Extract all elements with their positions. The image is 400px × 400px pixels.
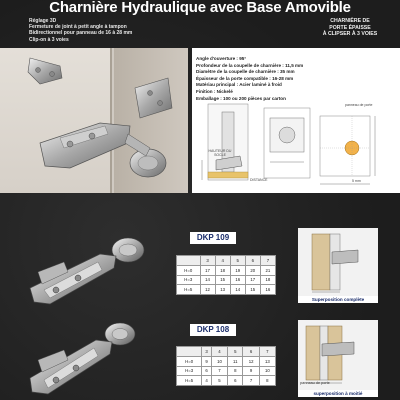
full-overlay-diagram: [298, 228, 378, 296]
table-cell: H=0: [177, 356, 202, 366]
table-cell: 4: [211, 347, 227, 357]
spec-item: Diamètre de la coupelle de charnière : 35 mm: [196, 69, 295, 75]
table-cell: 4: [215, 256, 230, 266]
table-cell: 7: [259, 347, 275, 357]
table-cell: 3: [200, 256, 215, 266]
table-cell: H=0: [177, 265, 201, 275]
product-type-line: À CLIPSER À 3 VOIES: [322, 31, 378, 37]
table-cell: H=3: [177, 275, 201, 285]
table-cell: 7: [260, 256, 275, 266]
spec-item: Profondeur de la coupelle de charnière : 11,5 mm: [196, 62, 304, 68]
table-row: [177, 275, 276, 285]
table-cell: H=5: [177, 376, 202, 386]
table-cell: 9: [243, 366, 259, 376]
table-cell: 8: [228, 366, 243, 376]
hinge-installed-photo: [0, 48, 188, 193]
table-row: [177, 376, 276, 386]
table-cell: 17: [200, 265, 215, 275]
table-cell: [177, 256, 201, 266]
spec-item: Matériau principal : Acier laminé à froid: [196, 82, 282, 88]
table-cell: 18: [215, 265, 230, 275]
spec-item: Finition : Nickelé: [196, 88, 233, 94]
model-title-dkp109: DKP 109: [190, 232, 236, 244]
table-row: [177, 265, 276, 275]
table-cell: 16: [260, 285, 275, 295]
overlay-table: [176, 346, 276, 386]
table-cell: 10: [211, 356, 227, 366]
table-cell: 18: [260, 275, 275, 285]
table-cell: 6: [202, 366, 212, 376]
table-cell: 4: [202, 376, 212, 386]
table-cell: 7: [243, 376, 259, 386]
product-type-line: CHARNIÈRE DE: [330, 18, 370, 24]
table-cell: 14: [200, 275, 215, 285]
overlay-small-caption: panneau de porte: [300, 381, 330, 385]
feature-item: Bidirectionnel pour panneau de 16 à 28 mm: [29, 30, 133, 37]
table-cell: 15: [245, 285, 260, 295]
overlay-caption: superposition à moitié: [298, 390, 378, 397]
table-cell: 5: [211, 376, 227, 386]
table-cell: 5: [230, 256, 245, 266]
table-cell: 21: [260, 265, 275, 275]
overlay-caption: Superposition complète: [298, 296, 378, 303]
product-type-label: [300, 18, 400, 38]
table-cell: 5: [228, 347, 243, 357]
feature-item: Réglage 3D: [29, 18, 57, 24]
feature-item: Clip-on à 3 voies: [29, 36, 69, 43]
product-type-line: PORTE ÉPAISSE: [329, 24, 371, 31]
page-title: Charnière Hydraulique avec Base Amovible: [49, 0, 351, 16]
table-cell: H=5: [177, 285, 201, 295]
table-cell: 12: [243, 356, 259, 366]
table-cell: 9: [202, 356, 212, 366]
spec-item: Épaisseur de la porte compatible : 16-28 mm: [196, 75, 294, 81]
table-cell: 12: [200, 285, 215, 295]
spec-item: Angle d'ouverture : 95°: [196, 56, 247, 61]
spec-item: Emballage : 100 ou 200 pièces par carton: [196, 95, 286, 101]
overlay-table: [176, 255, 276, 295]
table-cell: 13: [259, 356, 275, 366]
table-cell: 7: [211, 366, 227, 376]
table-cell: 20: [245, 265, 260, 275]
hinge-product-image: [20, 228, 150, 308]
overlay-diagram: [298, 228, 378, 296]
table-cell: 11: [228, 356, 243, 366]
hinge-product-image: [20, 312, 150, 397]
table-cell: 17: [245, 275, 260, 285]
diagram-label-distance: DISTANCE: [250, 178, 268, 182]
table-cell: 14: [230, 285, 245, 295]
table-cell: 19: [230, 265, 245, 275]
model-title-dkp108: DKP 108: [190, 324, 236, 336]
table-cell: 10: [259, 366, 275, 376]
table-cell: 6: [245, 256, 260, 266]
table-cell: 6: [228, 376, 243, 386]
table-cell: H=3: [177, 366, 202, 376]
feature-list: [29, 18, 229, 43]
overlay-diagram: [298, 320, 378, 390]
table-row: [177, 366, 276, 376]
table-cell: 15: [215, 275, 230, 285]
table-cell: 16: [230, 275, 245, 285]
table-cell: 6: [243, 347, 259, 357]
spec-list: [196, 56, 306, 102]
diagram-label-dim: 5 mm: [352, 179, 361, 183]
diagram-label-hauteur: HAUTEUR DU SOCLE: [208, 149, 232, 157]
hinge-illustration: [0, 48, 188, 193]
half-overlay-diagram: [298, 320, 378, 390]
table-cell: [177, 347, 202, 357]
table-cell: 13: [215, 285, 230, 295]
table-cell: 3: [202, 347, 212, 357]
table-row: [177, 356, 276, 366]
feature-item: Fermeture de joint à petit angle à tampon: [29, 24, 127, 31]
table-cell: 8: [259, 376, 275, 386]
table-row: [177, 285, 276, 295]
diagram-label-panneau: panneau de porte: [345, 103, 373, 107]
